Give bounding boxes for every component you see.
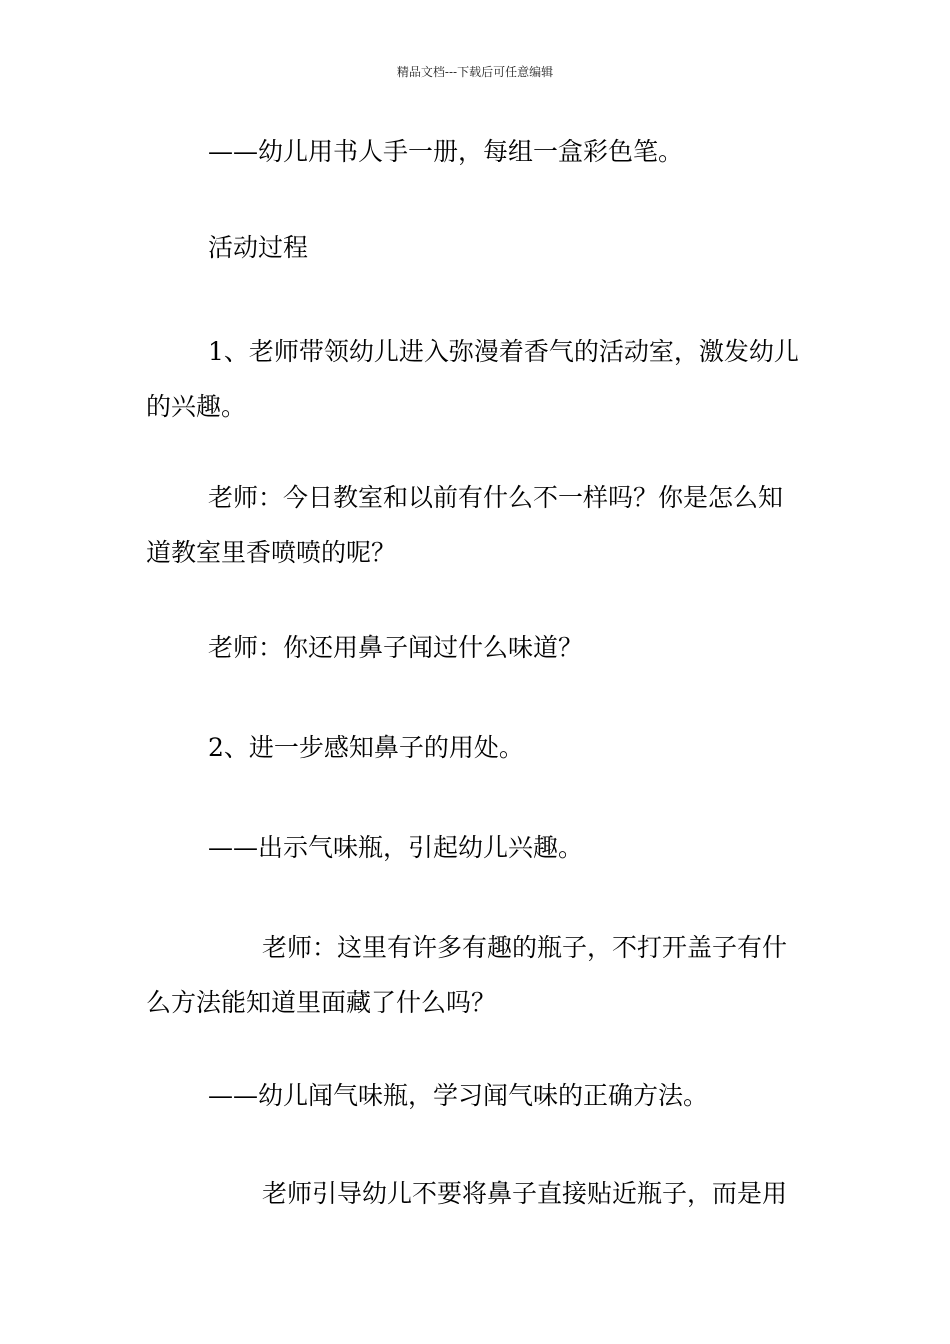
paragraph-smell-method: ——幼儿闻气味瓶，学习闻气味的正确方法。 [208, 1081, 709, 1110]
paragraph-teacher-question-3: 老师：这里有许多有趣的瓶子，不打开盖子有什么方法能知道里面藏了什么吗？ [146, 933, 788, 1017]
paragraph-teacher-question-2: 老师：你还用鼻子闻过什么味道？ [208, 633, 584, 662]
paragraph-step-2: 2、进一步感知鼻子的用处。 [208, 733, 524, 762]
paragraph-materials: ——幼儿用书人手一册，每组一盒彩色笔。 [208, 137, 684, 166]
page-header: 精品文档---下载后可任意编辑 [396, 65, 554, 79]
paragraph-step-1: 1、老师带领幼儿进入弥漫着香气的活动室，激发幼儿的兴趣。 [146, 337, 799, 421]
paragraph-teacher-guidance: 老师引导幼儿不要将鼻子直接贴近瓶子，而是用 [262, 1179, 788, 1208]
paragraph-show-bottles: ——出示气味瓶，引起幼儿兴趣。 [208, 833, 584, 862]
paragraph-teacher-question-1: 老师：今日教室和以前有什么不一样吗？你是怎么知道教室里香喷喷的呢？ [146, 483, 784, 567]
paragraph-activity-process: 活动过程 [208, 233, 309, 262]
